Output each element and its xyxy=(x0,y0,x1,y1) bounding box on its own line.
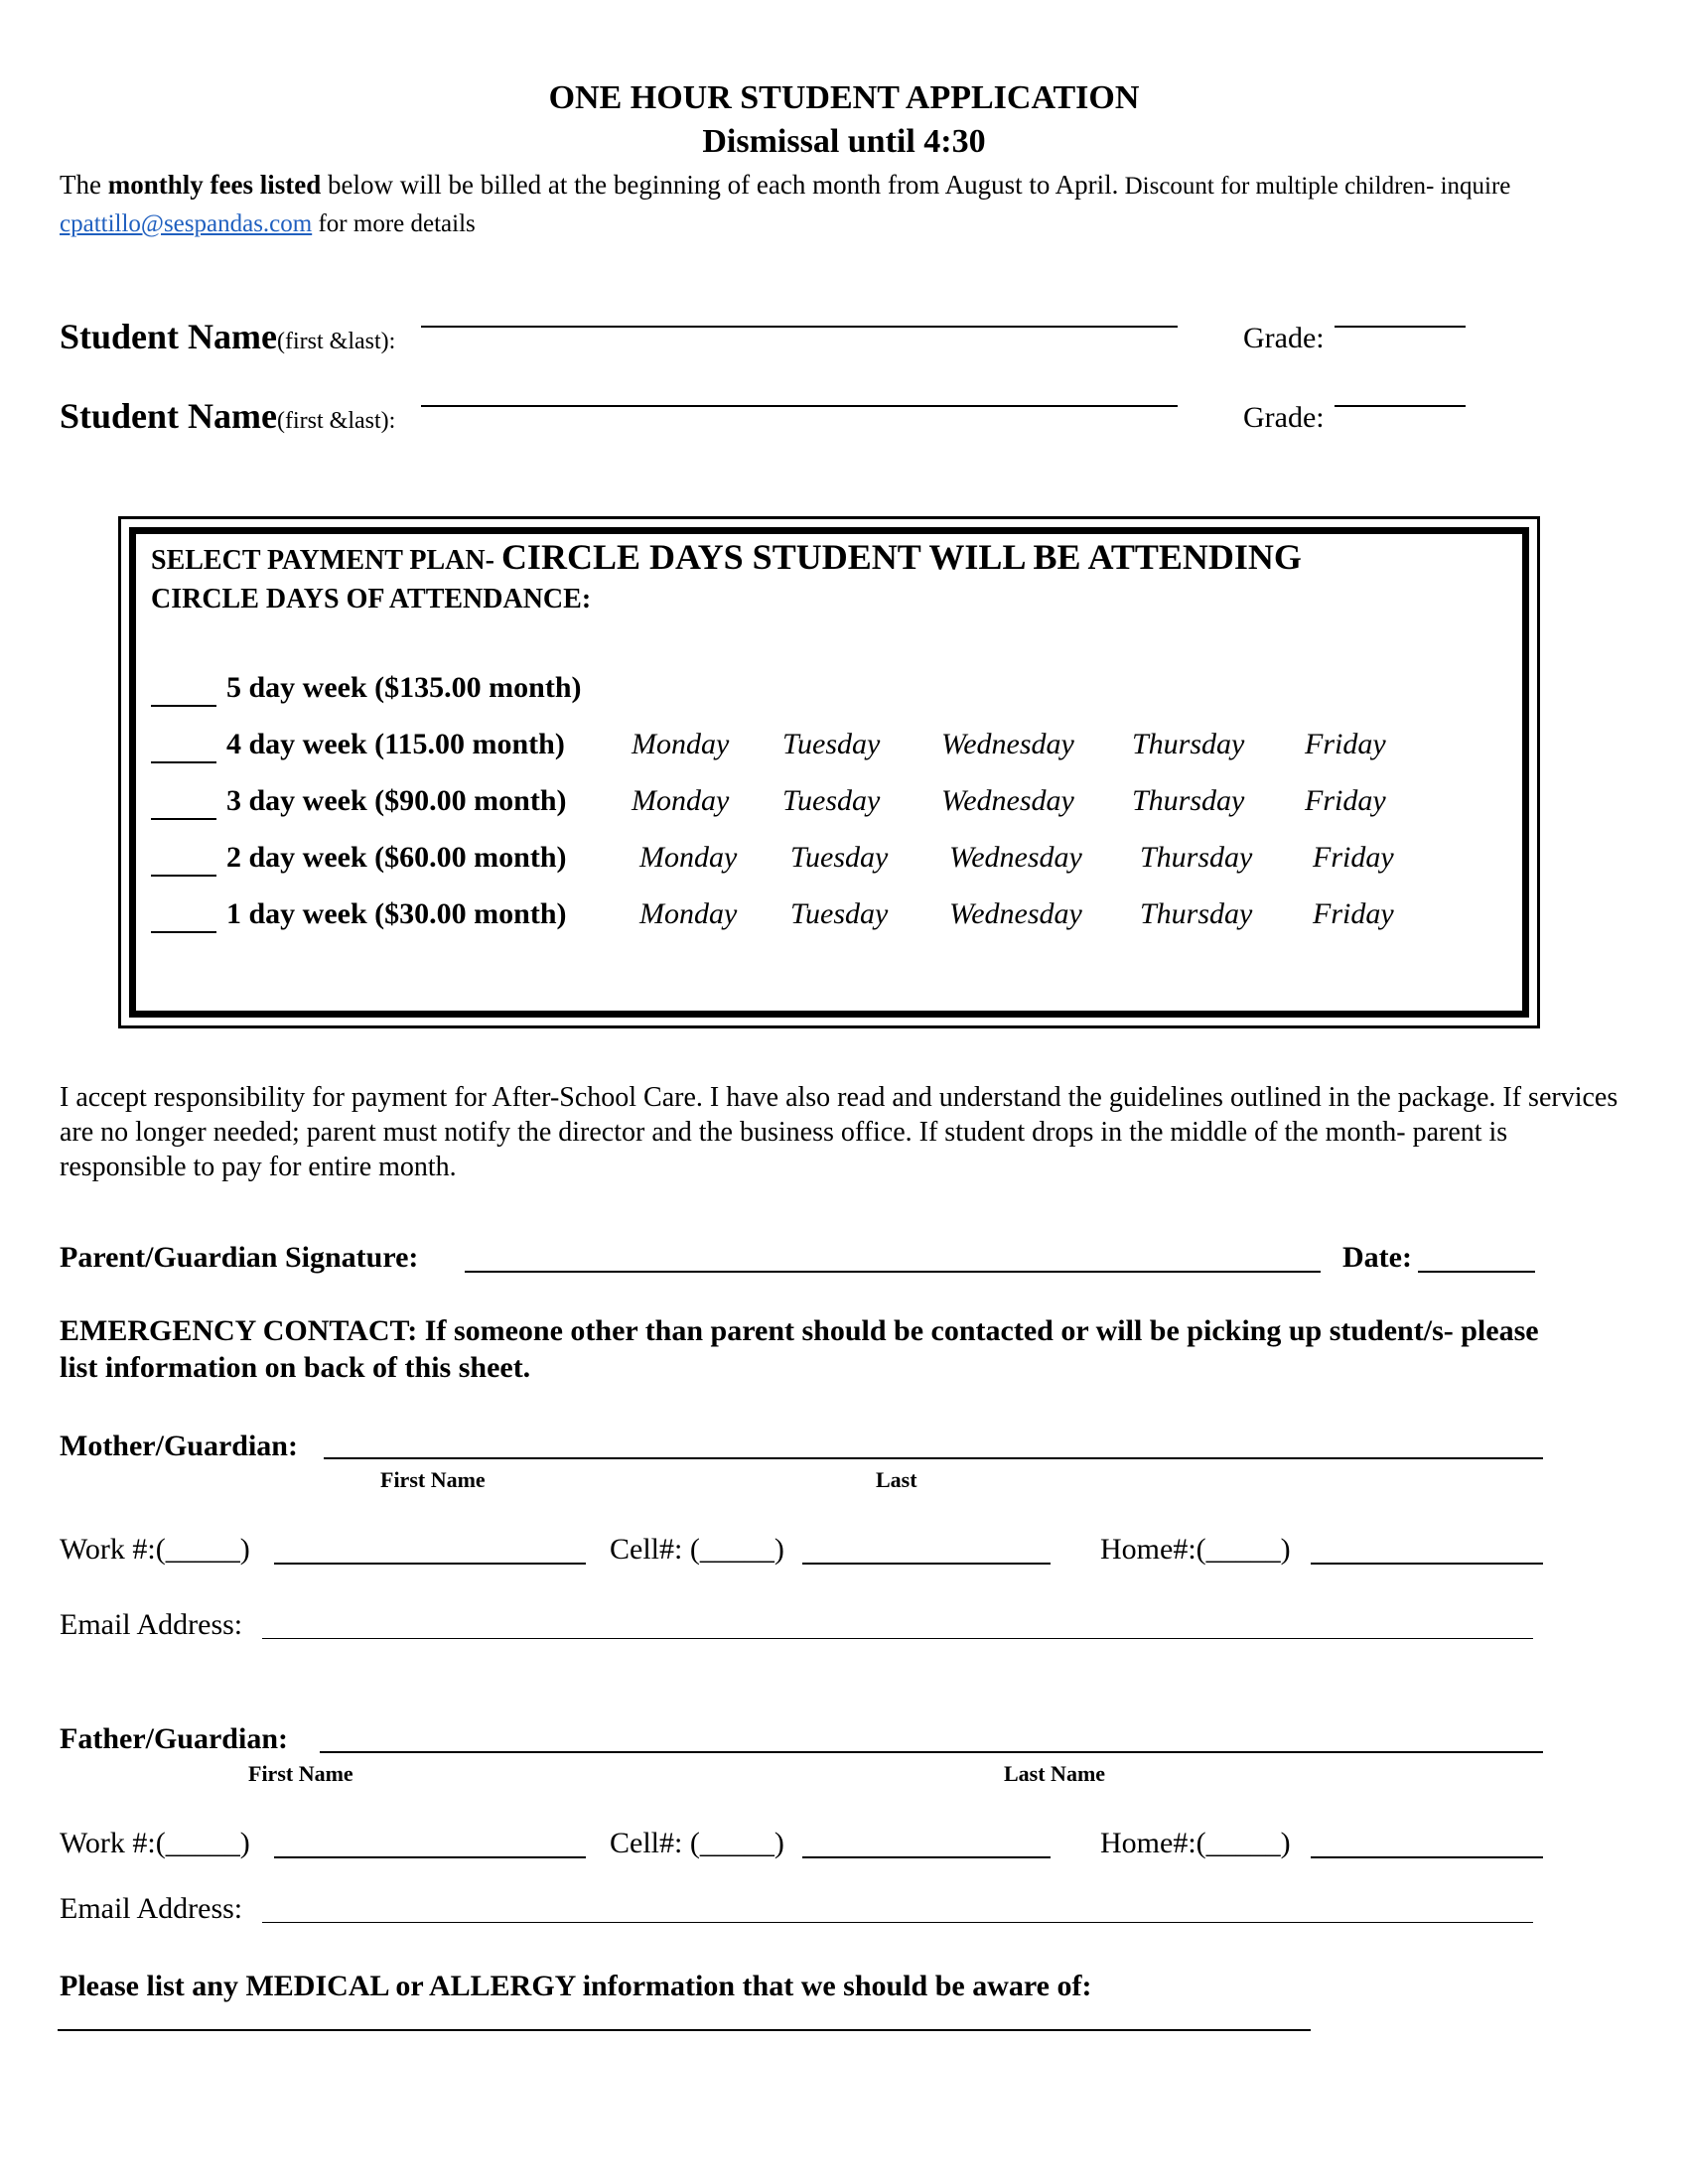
day-option-wednesday[interactable]: Wednesday xyxy=(941,784,1074,817)
signature-label: Parent/Guardian Signature: xyxy=(60,1241,419,1274)
mother-work-label: Work #:(_____) xyxy=(60,1533,250,1566)
grade-label-2: Grade: xyxy=(1243,401,1325,434)
plan-label: 5 day week ($135.00 month) xyxy=(226,671,582,704)
student-name-hint-1: (first &last): xyxy=(277,329,396,354)
mother-home-field[interactable] xyxy=(1311,1563,1543,1565)
father-home-label: Home#:(_____) xyxy=(1100,1827,1291,1859)
student-name-field-1[interactable] xyxy=(421,326,1178,328)
grade-label-1: Grade: xyxy=(1243,322,1325,354)
student-name-text-1: Student Name xyxy=(60,317,278,356)
payment-plan-heading xyxy=(151,536,1302,578)
day-option-monday[interactable]: Monday xyxy=(632,784,730,817)
day-option-tuesday[interactable]: Tuesday xyxy=(790,841,889,874)
day-option-friday[interactable]: Friday xyxy=(1313,841,1394,874)
student-name-label-1 xyxy=(60,316,395,357)
date-label: Date: xyxy=(1342,1241,1412,1274)
day-option-monday[interactable]: Monday xyxy=(639,897,738,930)
plan-label: 2 day week ($60.00 month) xyxy=(226,841,567,874)
plan-select-blank[interactable] xyxy=(151,761,216,763)
father-cell-label: Cell#: (_____) xyxy=(610,1827,784,1859)
grade-field-1[interactable] xyxy=(1335,326,1466,328)
mother-email-field[interactable] xyxy=(262,1638,1533,1639)
day-option-thursday[interactable]: Thursday xyxy=(1132,784,1245,817)
day-option-wednesday[interactable]: Wednesday xyxy=(949,897,1082,930)
plan-label: 1 day week ($30.00 month) xyxy=(226,897,567,930)
page-title: ONE HOUR STUDENT APPLICATION xyxy=(548,79,1140,116)
father-cell-field[interactable] xyxy=(802,1856,1051,1858)
mother-work-field[interactable] xyxy=(274,1563,586,1565)
intro-part4: for more details xyxy=(312,210,476,237)
plan-select-blank[interactable] xyxy=(151,818,216,820)
intro-part2: below will be billed at the beginning of each month from August to April. xyxy=(321,170,1119,200)
day-option-monday[interactable]: Monday xyxy=(632,728,730,760)
payment-plan-heading-small: SELECT PAYMENT PLAN- xyxy=(151,545,501,576)
student-name-field-2[interactable] xyxy=(421,405,1178,407)
father-name-field[interactable] xyxy=(320,1751,1543,1753)
payment-plan-subheading: CIRCLE DAYS OF ATTENDANCE: xyxy=(151,584,592,614)
day-option-tuesday[interactable]: Tuesday xyxy=(782,784,881,817)
intro-bold: monthly fees listed xyxy=(107,170,322,200)
day-option-friday[interactable]: Friday xyxy=(1313,897,1394,930)
medical-allergy-field[interactable] xyxy=(58,2029,1311,2031)
day-option-tuesday[interactable]: Tuesday xyxy=(790,897,889,930)
responsibility-text: I accept responsibility for payment for After-School Care. I have also read and understand the guidelines outlined in the package. If services are no longer needed; parent must notify the director and the business office. If student drops in the middle of the month- parent is responsible to pay for entire month. xyxy=(60,1082,1618,1182)
contact-email-link[interactable]: cpattillo@sespandas.com xyxy=(60,210,313,237)
mother-last-name-label: Last xyxy=(876,1467,917,1492)
day-option-wednesday[interactable]: Wednesday xyxy=(949,841,1082,874)
signature-field[interactable] xyxy=(465,1271,1321,1273)
day-option-thursday[interactable]: Thursday xyxy=(1140,841,1253,874)
father-email-field[interactable] xyxy=(262,1922,1533,1923)
plan-label: 3 day week ($90.00 month) xyxy=(226,784,567,817)
student-name-label-2 xyxy=(60,395,395,437)
day-option-friday[interactable]: Friday xyxy=(1305,728,1386,760)
payment-plan-heading-big: CIRCLE DAYS STUDENT WILL BE ATTENDING xyxy=(500,537,1302,577)
mother-guardian-label: Mother/Guardian: xyxy=(60,1430,298,1462)
mother-home-label: Home#:(_____) xyxy=(1100,1533,1291,1566)
mother-name-field[interactable] xyxy=(324,1457,1543,1459)
mother-cell-label: Cell#: (_____) xyxy=(610,1533,784,1566)
intro-text xyxy=(60,167,1609,242)
emergency-contact-text: EMERGENCY CONTACT: If someone other than parent should be contacted or will be picking up student/s- please list information on back of this sheet. xyxy=(60,1314,1539,1384)
page-subtitle: Dismissal until 4:30 xyxy=(702,123,986,160)
mother-email-label: Email Address: xyxy=(60,1608,243,1641)
grade-field-2[interactable] xyxy=(1335,405,1466,407)
father-email-label: Email Address: xyxy=(60,1892,243,1925)
day-option-friday[interactable]: Friday xyxy=(1305,784,1386,817)
mother-first-name-label: First Name xyxy=(380,1467,486,1492)
date-field[interactable] xyxy=(1418,1271,1535,1273)
father-work-field[interactable] xyxy=(274,1856,586,1858)
father-last-name-label: Last Name xyxy=(1004,1761,1106,1786)
day-option-tuesday[interactable]: Tuesday xyxy=(782,728,881,760)
day-option-monday[interactable]: Monday xyxy=(639,841,738,874)
student-name-hint-2: (first &last): xyxy=(277,408,396,434)
plan-select-blank[interactable] xyxy=(151,705,216,707)
day-option-wednesday[interactable]: Wednesday xyxy=(941,728,1074,760)
day-option-thursday[interactable]: Thursday xyxy=(1140,897,1253,930)
intro-part3: Discount for multiple children- inquire xyxy=(1118,173,1511,200)
intro-part1: The xyxy=(60,170,108,200)
student-name-text-2: Student Name xyxy=(60,396,278,436)
day-option-thursday[interactable]: Thursday xyxy=(1132,728,1245,760)
father-first-name-label: First Name xyxy=(248,1761,353,1786)
medical-allergy-label: Please list any MEDICAL or ALLERGY information that we should be aware of: xyxy=(60,1970,1092,2002)
plan-select-blank[interactable] xyxy=(151,875,216,877)
plan-select-blank[interactable] xyxy=(151,931,216,933)
father-guardian-label: Father/Guardian: xyxy=(60,1722,288,1755)
mother-cell-field[interactable] xyxy=(802,1563,1051,1565)
father-home-field[interactable] xyxy=(1311,1856,1543,1858)
father-work-label: Work #:(_____) xyxy=(60,1827,250,1859)
plan-label: 4 day week (115.00 month) xyxy=(226,728,565,760)
